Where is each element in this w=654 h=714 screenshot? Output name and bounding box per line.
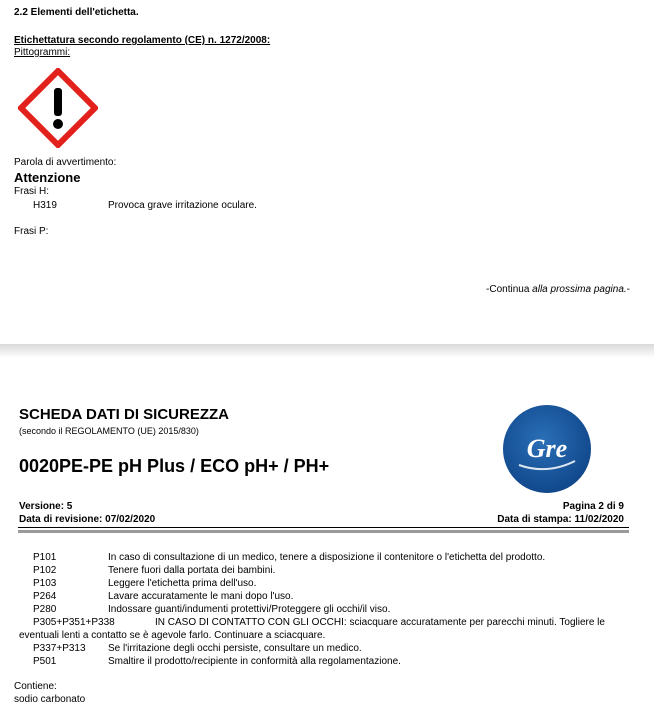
h-phrase-code: H319 — [33, 200, 57, 211]
continue-prefix: -Continua — [486, 284, 533, 295]
p-phrase-text: Leggere l'etichetta prima dell'uso. — [108, 578, 257, 589]
p-phrase-code: P103 — [33, 578, 57, 589]
p-phrase-code: P280 — [33, 604, 57, 615]
p-phrase-text: Indossare guanti/indumenti protettivi/Proteggere gli occhi/il viso. — [108, 604, 391, 615]
product-name: 0020PE-PE pH Plus / ECO pH+ / PH+ — [19, 456, 330, 476]
h-phrase-text: Provoca grave irritazione oculare. — [108, 200, 257, 211]
p-phrase-text: IN CASO DI CONTATTO CON GLI OCCHI: sciacquare accuratamente per parecchi minuti. Togliere le — [155, 617, 605, 628]
p-phrase-code: P501 — [33, 656, 57, 667]
print-date: Data di stampa: 11/02/2020 — [497, 514, 624, 525]
header-rule — [18, 527, 629, 528]
p-phrase-text: Lavare accuratamente le mani dopo l'uso. — [108, 591, 294, 602]
version: Versione: 5 — [19, 501, 73, 512]
doc-subtitle: (secondo il REGOLAMENTO (UE) 2015/830) — [19, 426, 199, 436]
signal-word: Attenzione — [14, 170, 81, 185]
pictograms-label: Pittogrammi: — [14, 47, 71, 58]
contains-label: Contiene: — [14, 681, 57, 692]
logo-text: Gre — [526, 434, 568, 463]
regulation-heading: Etichettatura secondo regolamento (CE) n. 1272/2008: — [14, 35, 271, 46]
h-phrases-label: Frasi H: — [14, 186, 49, 197]
doc-title: SCHEDA DATI DI SICUREZZA — [19, 406, 229, 423]
p-phrase-text: Se l'irritazione degli occhi persiste, consultare un medico. — [108, 643, 362, 654]
p-phrase-code: P264 — [33, 591, 57, 602]
continue-note — [486, 284, 630, 295]
p-phrase-code: P101 — [33, 552, 57, 563]
p-phrase-text: Tenere fuori dalla portata dei bambini. — [108, 565, 276, 576]
contains-substance: sodio carbonato — [14, 694, 86, 705]
p-phrase-continuation: eventuali lenti a contatto se è agevole farlo. Continuare a sciacquare. — [19, 630, 326, 641]
p-phrase-text: Smaltire il prodotto/recipiente in conformità alla regolamentazione. — [108, 656, 401, 667]
revision-date: Data di revisione: 07/02/2020 — [19, 514, 156, 525]
exclamation-mark-hazard-icon — [18, 68, 98, 148]
p-phrases-label: Frasi P: — [14, 226, 49, 237]
page-break — [0, 344, 654, 358]
p-phrase-code: P102 — [33, 565, 57, 576]
continue-suffix: - — [626, 284, 630, 295]
gre-logo — [503, 405, 591, 493]
page-number: Pagina 2 di 9 — [562, 501, 624, 512]
p-phrase-code: P337+P313 — [33, 643, 86, 654]
p-phrase-text: In caso di consultazione di un medico, tenere a disposizione il contenitore o l'etichetta del prodotto. — [108, 552, 546, 563]
header-rule-thick — [18, 530, 629, 533]
section-title: 2.2 Elementi dell'etichetta. — [14, 7, 139, 18]
signal-word-label: Parola di avvertimento: — [14, 157, 117, 168]
p-phrase-code: P305+P351+P338 — [33, 617, 115, 628]
continue-italic: alla prossima pagina. — [532, 284, 627, 295]
